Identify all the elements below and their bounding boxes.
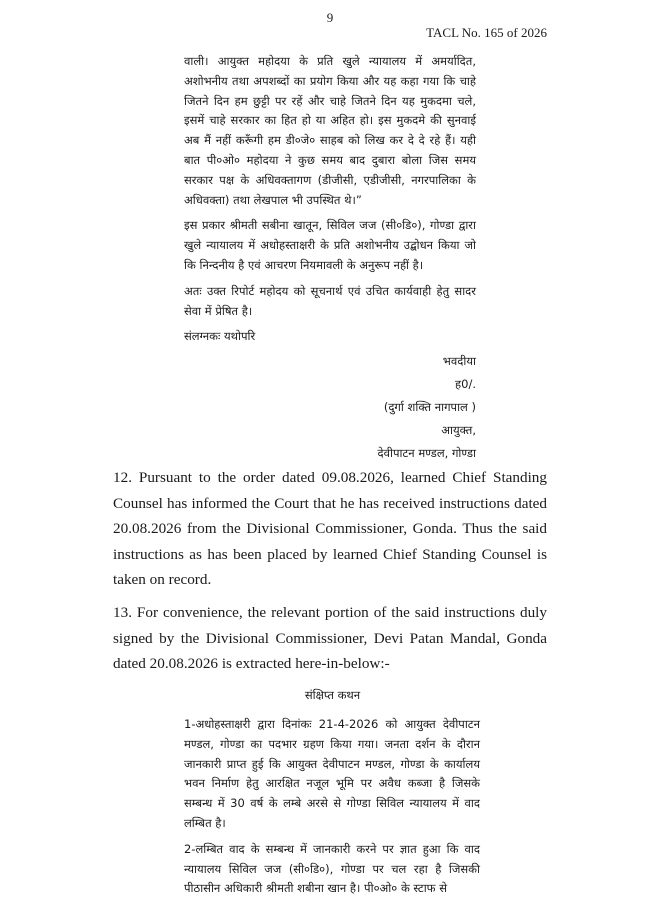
paragraph-13-text: 13. For convenience, the relevant portion of the said instructions duly signed by the Divisional Commissioner, Devi Patan Mandal, Gonda dated 20.08.2026 is extracted here-in-below:-: [113, 604, 547, 673]
extract-paragraph: 1-अधोहस्ताक्षरी द्वारा दिनांकः 21-4-2026 को आयुक्त देवीपाटन मण्डल, गोण्डा का पदभार ग्रहण किया गया। जनता दर्शन के दौरान जानकारी प्राप्त हुई कि आयुक्त देवीपाटन मण्डल, गोण्डा के कार्यालय भवन निर्माण हेतु आरक्षित नजूल भूमि पर अवैध कब्जा है जिसके सम्बन्ध में 30 वर्ष के लम्बे अरसे से गोण्डा सिविल न्यायालय में वाद लम्बित है।: [184, 717, 480, 830]
signature-line: आयुक्त,: [441, 423, 476, 438]
signature-block: [184, 353, 476, 462]
paragraph-12: [113, 465, 547, 593]
extract-paragraph: 2-लम्बित वाद के सम्बन्ध में जानकारी करने पर ज्ञात हुआ कि वाद न्यायालय सिविल जज (सी०डि०), गोण्डा पर चल रहा है जिसकी पीठासीन अधिकारी श्रीमती शबीना खान है। पी०ओ० के स्टाफ से: [184, 841, 480, 896]
report-extract: [184, 52, 476, 468]
paragraph-13: [113, 600, 547, 677]
instructions-extract: [184, 715, 480, 905]
extract-heading: संक्षिप्त कथन: [304, 688, 361, 702]
enclosure-note: संलग्नकः यथोपरि: [184, 329, 256, 344]
case-number: TACL No. 165 of 2026: [426, 25, 547, 40]
signature-line: देवीपाटन मण्डल, गोण्डा: [377, 446, 476, 461]
signature-line: ह0/.: [455, 377, 476, 392]
paragraph-12-text: 12. Pursuant to the order dated 09.08.2026, learned Chief Standing Counsel has informed the Court that he has received instructions dated 20.08.2026 from the Divisional Commissioner, Gonda. Thus the said instructions as has been placed by learned Chief Standing Counsel is taken on record.: [113, 469, 547, 589]
report-paragraph: वाली। आयुक्त महोदया के प्रति खुले न्यायालय में अमर्यादित, अशोभनीय तथा अपशब्दों का प्रयोग किया और यह कहा गया कि चाहे जितने दिन हम छुट्टी पर रहें और चाहे जितने दिन यह मुकदमा चले, इसमें चाहे सरकार का हित हो या अहित हो। इस मुकदमे की सुनवाई अब मैं नहीं करूँगी हम डी०जे० साहब को लिख कर दे दे रहे हैं। यही बात पी०ओ० महोदया ने कुछ समय बाद दुबारा बोला जिस समय सरकार पक्ष के अधिवक्तागण (डीजीसी, एडीजीसी, नगरपालिका के अधिवक्ता) तथा लेखपाल भी उपस्थित थे।”: [184, 54, 476, 207]
page-number: 9: [326, 10, 334, 25]
report-paragraph: इस प्रकार श्रीमती सबीना खातून, सिविल जज (सी०डि०), गोण्डा द्वारा खुले न्यायालय में अधोहस्ताक्षरी के प्रति अशोभनीय उद्बोधन किया जो कि निन्दनीय है एवं आचरण नियमावली के अनुरूप नहीं है।: [184, 218, 476, 272]
signature-line: भवदीया: [442, 354, 476, 369]
report-paragraph: अतः उक्त रिपोर्ट महोदय को सूचनार्थ एवं उचित कार्यवाही हेतु सादर सेवा में प्रेषित है।: [184, 283, 476, 318]
signature-line: (दुर्गा शक्ति नागपाल ): [383, 400, 476, 415]
